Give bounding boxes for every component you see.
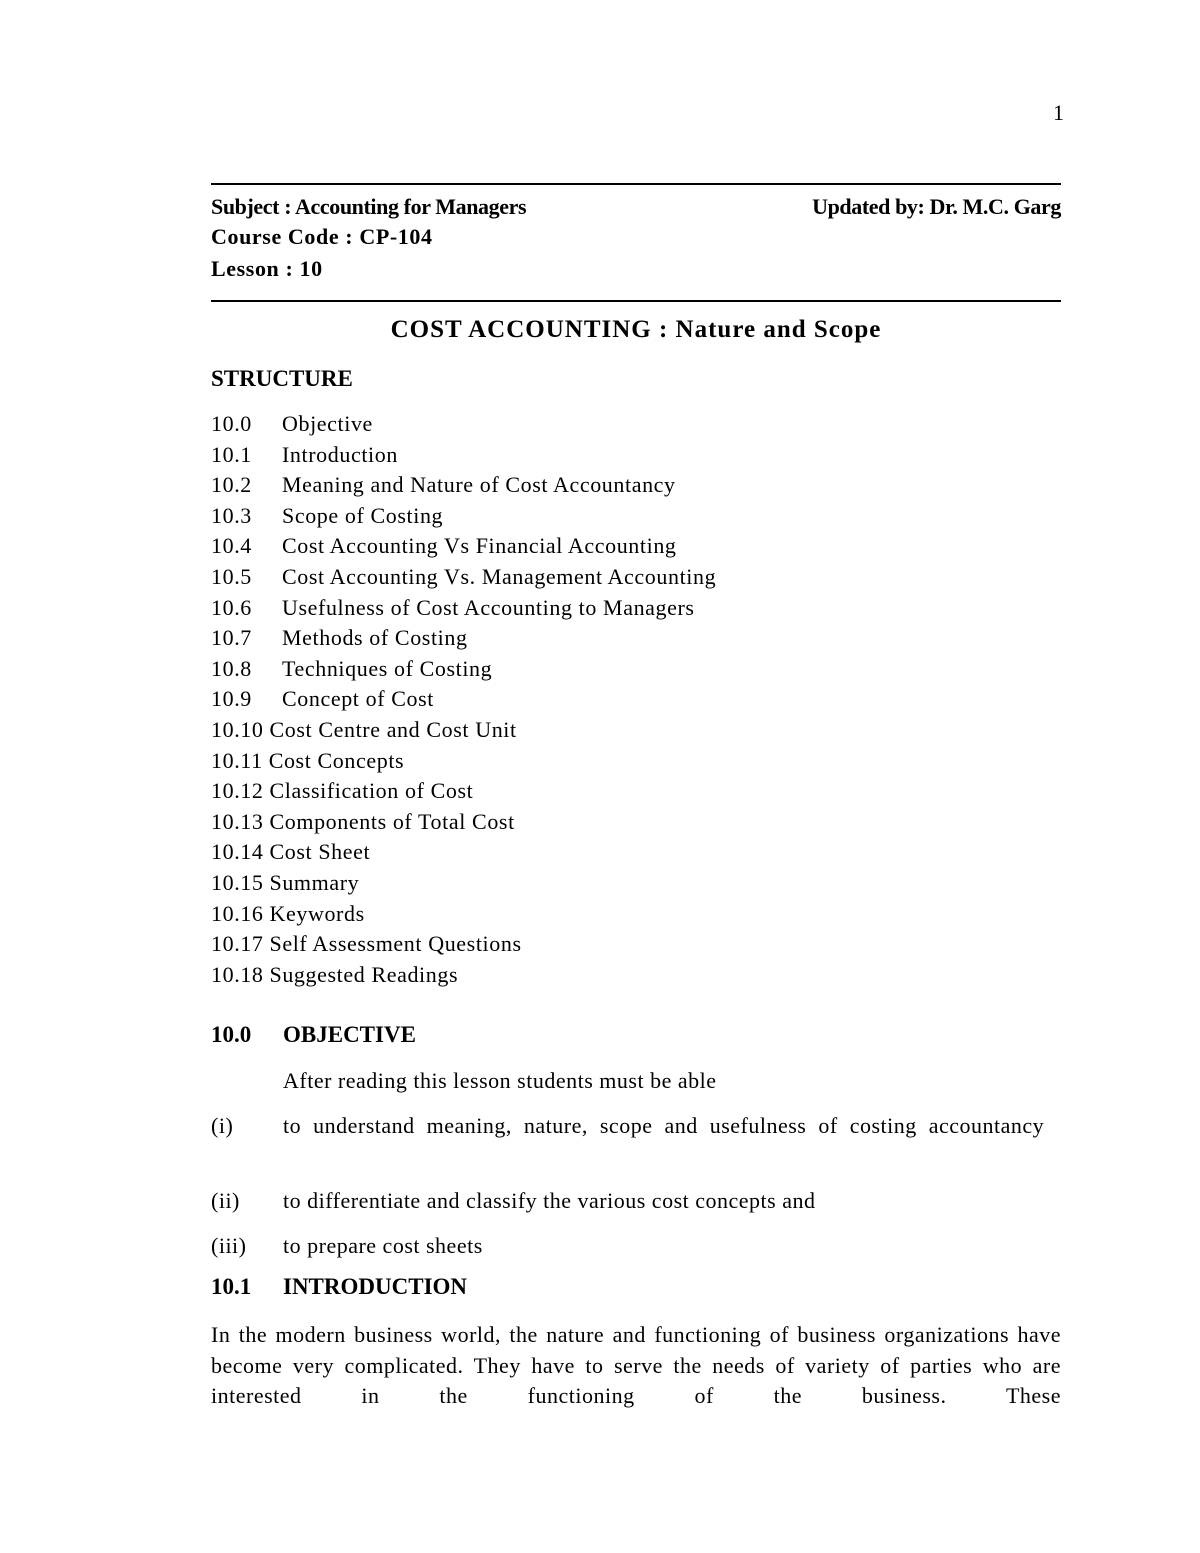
structure-item (211, 868, 716, 899)
structure-item (211, 960, 716, 991)
introduction-heading (211, 1274, 467, 1300)
structure-item-number: 10.15 (211, 869, 264, 895)
structure-item (211, 654, 716, 685)
structure-item-label: Keywords (269, 900, 365, 926)
structure-item (211, 562, 716, 593)
objective-heading-label: OBJECTIVE (283, 1022, 416, 1047)
lesson-label: Lesson : 10 (211, 256, 323, 281)
structure-item-number: 10.3 (211, 502, 252, 528)
header-top-rule (211, 183, 1061, 185)
structure-item (211, 776, 716, 807)
structure-item-number: 10.12 (211, 778, 264, 804)
objective-item-text: to differentiate and classify the various cost concepts and (283, 1188, 816, 1213)
structure-item-number: 10.17 (211, 931, 264, 957)
structure-item (211, 531, 716, 562)
structure-item-label: Suggested Readings (269, 961, 459, 987)
objective-heading (211, 1022, 416, 1048)
structure-item-label: Usefulness of Cost Accounting to Managers (282, 594, 695, 620)
objective-intro: After reading this lesson students must be able (283, 1068, 717, 1093)
structure-list (211, 409, 716, 990)
objective-item (211, 1111, 1061, 1141)
structure-item-number: 10.9 (211, 686, 252, 712)
structure-item-label: Cost Accounting Vs. Management Accounting (282, 563, 717, 589)
objective-item (211, 1186, 1061, 1216)
header-subject-line (211, 192, 1061, 222)
structure-item (211, 409, 716, 440)
objective-item-marker: (ii) (211, 1188, 240, 1213)
structure-item-number: 10.13 (211, 808, 264, 834)
objective-item (211, 1231, 1061, 1261)
page-title: COST ACCOUNTING : Nature and Scope (390, 316, 882, 343)
structure-item-number: 10.4 (211, 533, 252, 559)
structure-item-number: 10.14 (211, 839, 264, 865)
structure-item-label: Cost Accounting Vs Financial Accounting (282, 533, 677, 559)
objective-item-text: to understand meaning, nature, scope and usefulness of costing accountancy (283, 1113, 1045, 1138)
structure-item-label: Scope of Costing (282, 502, 444, 528)
structure-item (211, 899, 716, 930)
updated-by-label: Updated by: Dr. M.C. Garg (812, 194, 1061, 219)
structure-item-number: 10.10 (211, 716, 264, 742)
objective-item-marker: (iii) (211, 1233, 247, 1258)
structure-item-number: 10.11 (211, 747, 263, 773)
objective-heading-number: 10.0 (211, 1022, 252, 1047)
structure-item (211, 501, 716, 532)
structure-item-label: Concept of Cost (282, 686, 434, 712)
structure-item-number: 10.0 (211, 411, 252, 436)
structure-item (211, 715, 716, 746)
structure-item-label: Meaning and Nature of Cost Accountancy (282, 472, 676, 498)
page-number: 1 (1053, 100, 1064, 125)
structure-item-label: Introduction (282, 441, 398, 467)
header-bottom-rule (211, 300, 1061, 302)
structure-item (211, 746, 716, 777)
structure-item-number: 10.1 (211, 441, 252, 467)
introduction-heading-number: 10.1 (211, 1274, 252, 1299)
structure-item (211, 837, 716, 868)
objective-item-marker: (i) (211, 1113, 234, 1138)
structure-item (211, 623, 716, 654)
structure-item-number: 10.16 (211, 900, 264, 926)
subject-label: Subject : Accounting for Managers (211, 194, 527, 219)
structure-item-label: Methods of Costing (282, 625, 468, 651)
structure-item (211, 593, 716, 624)
objective-item-text: to prepare cost sheets (283, 1233, 483, 1258)
structure-item-label: Self Assessment Questions (269, 931, 522, 957)
structure-item-number: 10.5 (211, 563, 252, 589)
structure-item (211, 440, 716, 471)
structure-item-number: 10.6 (211, 594, 252, 620)
structure-item (211, 684, 716, 715)
structure-item-label: Techniques of Costing (282, 655, 493, 681)
structure-item-number: 10.7 (211, 625, 252, 651)
structure-item (211, 929, 716, 960)
structure-item (211, 807, 716, 838)
structure-item-label: Summary (269, 869, 360, 895)
structure-item-label: Cost Concepts (268, 747, 405, 773)
structure-item-number: 10.8 (211, 655, 252, 681)
structure-item-label: Cost Sheet (269, 839, 371, 865)
structure-item-number: 10.18 (211, 961, 264, 987)
introduction-heading-label: INTRODUCTION (283, 1274, 468, 1299)
structure-item-number: 10.2 (211, 472, 252, 498)
introduction-paragraph: In the modern business world, the nature and functioning of business organizations have become very complicated. They have to serve the needs of variety of parties who are interested in the functioning of the business. These (211, 1322, 1061, 1408)
structure-item-label: Classification of Cost (269, 778, 474, 804)
structure-heading: STRUCTURE (211, 366, 353, 391)
structure-item-label: Objective (282, 411, 373, 436)
structure-item-label: Components of Total Cost (269, 808, 515, 834)
structure-item (211, 470, 716, 501)
course-code-label: Course Code : CP-104 (211, 224, 433, 249)
structure-item-label: Cost Centre and Cost Unit (269, 716, 517, 742)
